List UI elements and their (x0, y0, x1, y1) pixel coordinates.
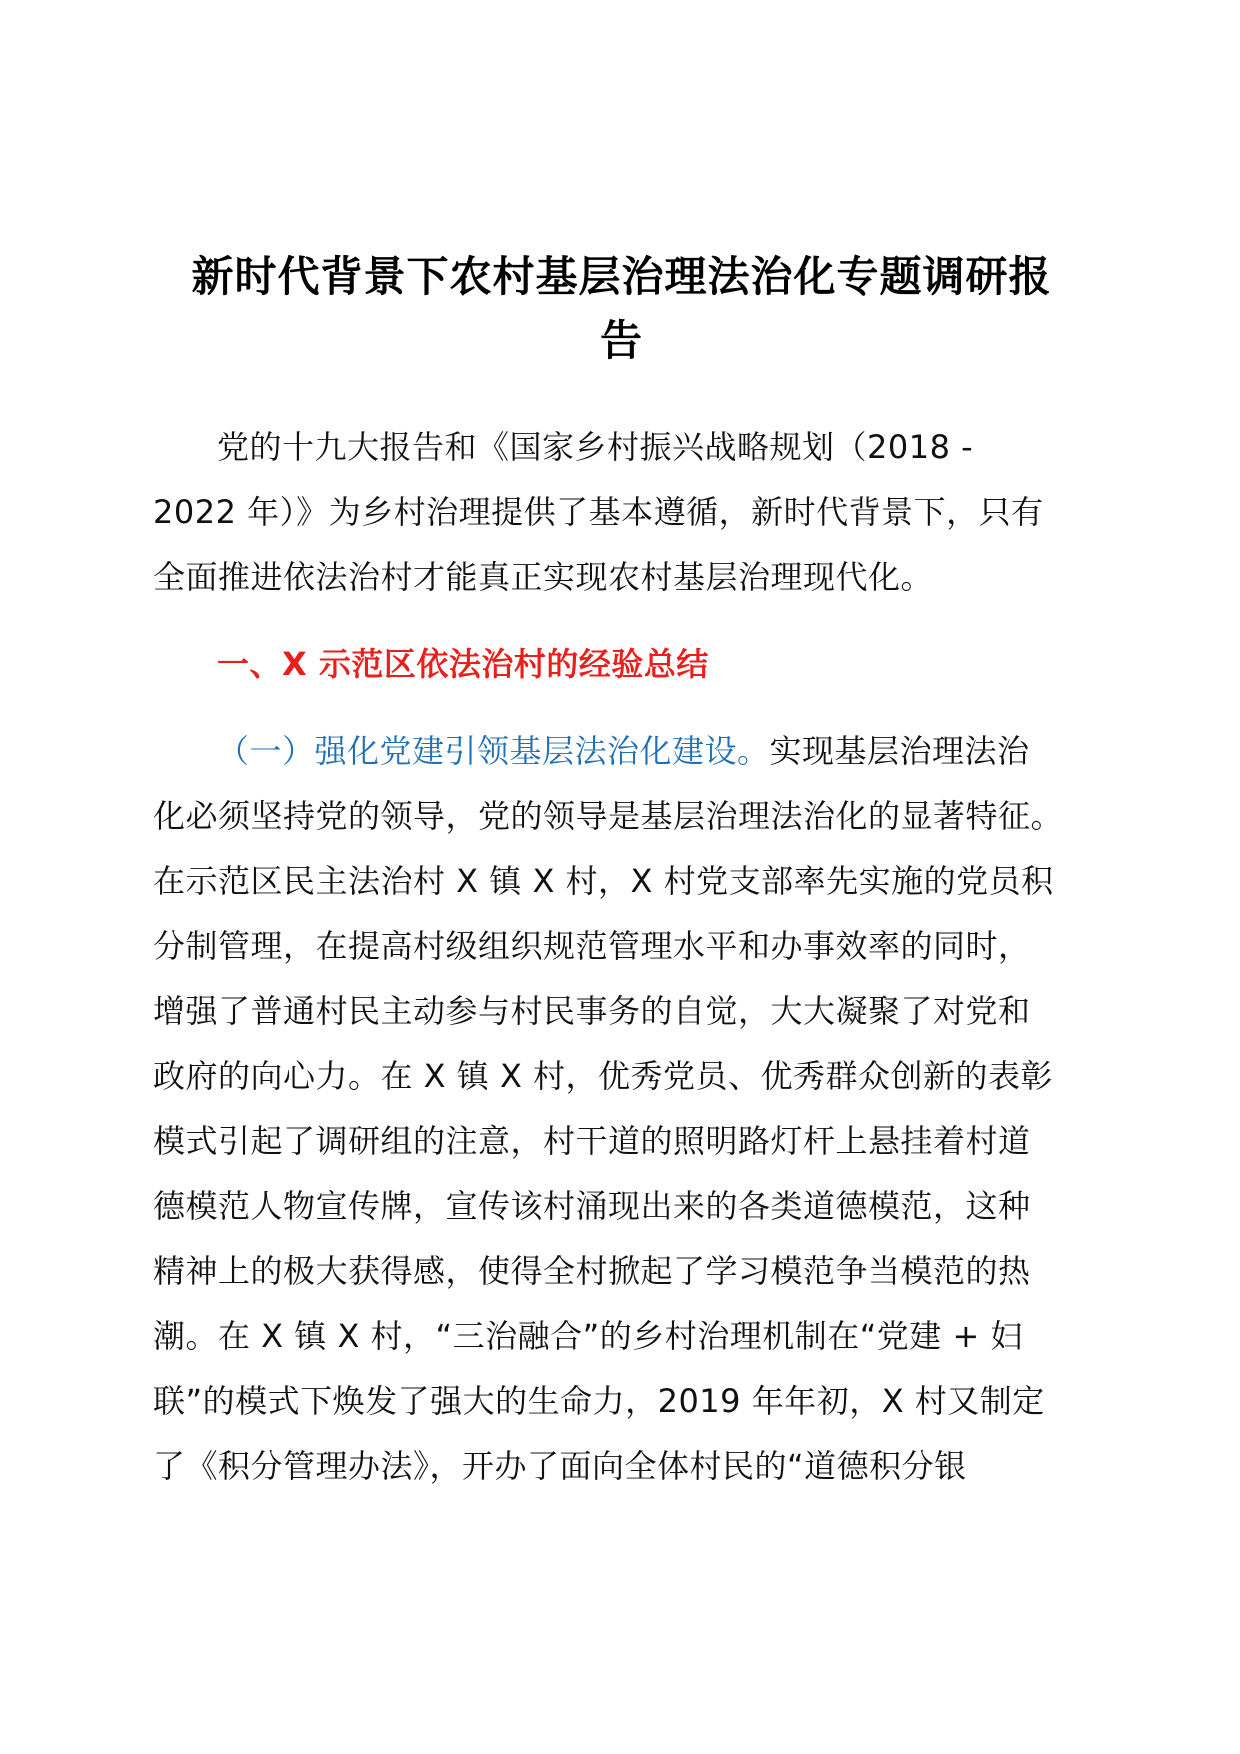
body-line-6: 模式引起了调研组的注意，村干道的照明路灯杆上悬挂着村道 (153, 1122, 1031, 1160)
body-line-8: 精神上的极大获得感，使得全村掀起了学习模范争当模范的热 (153, 1252, 1031, 1290)
document-title (153, 245, 1090, 373)
body-line-4: 增强了普通村民主动参与村民事务的自觉，大大凝聚了对党和 (153, 992, 1031, 1030)
intro-paragraph (153, 415, 1090, 610)
intro-line-3: 全面推进依法治村才能真正实现农村基层治理现代化。 (153, 558, 934, 596)
body-line-7: 德模范人物宣传牌，宣传该村涌现出来的各类道德模范，这种 (153, 1187, 1031, 1225)
subsection-1-first-line-text: 实现基层治理法治 (769, 732, 1030, 770)
body-line-5: 政府的向心力。在 X 镇 X 村，优秀党员、优秀群众创新的表彰 (153, 1057, 1054, 1095)
body-line-10: 联”的模式下焕发了强大的生命力，2019 年年初，X 村又制定 (153, 1382, 1045, 1420)
subsection-1-first-line (153, 719, 1090, 784)
intro-line-1: 党的十九大报告和《国家乡村振兴战略规划（2018 - (217, 428, 974, 466)
body-line-11: 了《积分管理办法》，开办了面向全体村民的“道德积分银 (153, 1447, 967, 1485)
intro-line-2: 2022 年）》为乡村治理提供了基本遵循，新时代背景下，只有 (153, 493, 1044, 531)
subsection-heading-1: （一）强化党建引领基层法治化建设。 (217, 732, 770, 770)
body-line-2: 在示范区民主法治村 X 镇 X 村，X 村党支部率先实施的党员积 (153, 862, 1054, 900)
subsection-1-paragraph (153, 719, 1090, 1499)
title-line-1: 新时代背景下农村基层治理法治化专题调研报 (191, 252, 1052, 301)
body-line-9: 潮。在 X 镇 X 村，“三治融合”的乡村治理机制在“党建 + 妇 (153, 1317, 1023, 1355)
section-heading-1: 一、X 示范区依法治村的经验总结 (217, 645, 709, 683)
body-line-3: 分制管理，在提高村级组织规范管理水平和办事效率的同时， (153, 927, 1031, 965)
body-line-1: 化必须坚持党的领导，党的领导是基层治理法治化的显著特征。 (153, 797, 1064, 835)
title-line-2: 告 (599, 316, 643, 365)
